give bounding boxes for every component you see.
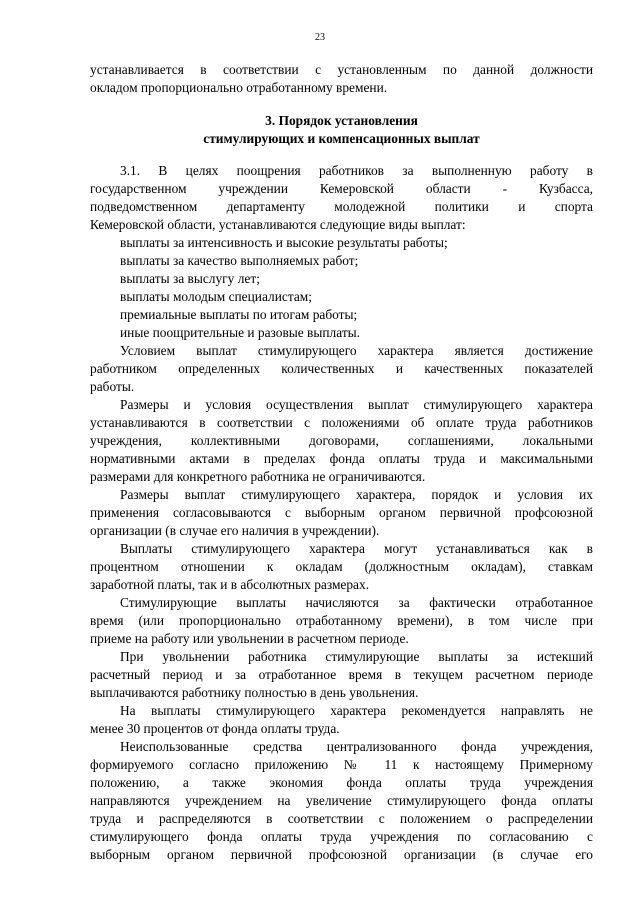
text-line: Неиспользованные средства централизованного фонда учреждения, xyxy=(120,739,593,754)
text-line: применения согласовываются с выборным органом первичной профсоюзной xyxy=(90,505,593,520)
text-line: стимулирующего фонда оплаты труда учреждения по согласованию с xyxy=(90,829,593,844)
text-line: организации (в случае его наличия в учреждении). xyxy=(90,523,380,538)
text-line: процентном отношении к окладам (должностным окладам), ставкам xyxy=(90,559,593,574)
text-line: учреждения, коллективными договорами, соглашениями, локальными xyxy=(90,433,593,448)
text-line: заработной платы, так и в абсолютных размерах. xyxy=(90,577,370,592)
text-line: время (или пропорционально отработанному времени), в том числе при xyxy=(90,613,593,628)
section-title-line: стимулирующих и компенсационных выплат xyxy=(203,131,480,146)
paragraph-3-1 xyxy=(90,162,593,234)
text-line: На выплаты стимулирующего характера рекомендуется направлять не xyxy=(120,703,593,718)
text-line: расчетный период и за отработанное время в текущем расчетном периоде xyxy=(90,667,593,682)
text-line: направляются учреждением на увеличение стимулирующего фонда оплаты xyxy=(90,793,593,808)
paragraph-conditions xyxy=(90,342,593,396)
document-body xyxy=(90,61,593,864)
text-line: окладом пропорционально отработанному времени. xyxy=(90,80,388,95)
text-line: Выплаты стимулирующего характера могут устанавливаться как в xyxy=(120,541,593,556)
paragraph-dismissal xyxy=(90,648,593,702)
text-line: положению, а также экономия фонда оплаты труда учреждения xyxy=(90,775,593,790)
paragraph-sizes xyxy=(90,396,593,486)
page-number: 23 xyxy=(315,32,325,43)
section-heading xyxy=(90,112,593,148)
intro-paragraph xyxy=(90,61,593,97)
text-line: устанавливаются в соответствии с положениями об оплате труда работников xyxy=(90,415,593,430)
list-item: выплаты за качество выполняемых работ; xyxy=(120,253,359,268)
text-line: работником определенных количественных и качественных показателей xyxy=(90,361,593,376)
section-title-line: 3. Порядок установления xyxy=(265,113,418,128)
paragraph-recommendation xyxy=(90,702,593,738)
list-item: выплаты за интенсивность и высокие результаты работы; xyxy=(120,235,448,250)
text-line: приеме на работу или увольнении в расчетном периоде. xyxy=(90,631,409,646)
list-item: выплаты за выслугу лет; xyxy=(120,271,260,286)
text-line: выплачиваются работнику полностью в день увольнения. xyxy=(90,685,419,700)
text-line: менее 30 процентов от фонда оплаты труда. xyxy=(90,721,340,736)
text-line: Условием выплат стимулирующего характера является достижение xyxy=(120,343,593,358)
text-line: нормативными актами в пределах фонда оплаты труда и максимальными xyxy=(90,451,593,466)
list-item: выплаты молодым специалистам; xyxy=(120,289,312,304)
text-line: работы. xyxy=(90,379,135,394)
text-line: При увольнении работника стимулирующие выплаты за истекший xyxy=(120,649,593,664)
text-line: выборным органом первичной профсоюзной организации (в случае его xyxy=(90,847,593,862)
text-line: подведомственном департаменту молодежной политики и спорта xyxy=(90,199,593,214)
list-item: иные поощрительные и разовые выплаты. xyxy=(120,325,361,340)
text-line: 3.1. В целях поощрения работников за выполненную работу в xyxy=(120,163,593,178)
paragraph-forms xyxy=(90,540,593,594)
text-line: устанавливается в соответствии с установленным по данной должности xyxy=(90,62,593,77)
text-line: Стимулирующие выплаты начисляются за фактически отработанное xyxy=(120,595,593,610)
text-line: Размеры и условия осуществления выплат стимулирующего характера xyxy=(120,397,593,412)
text-line: Кемеровской области, устанавливаются следующие виды выплат: xyxy=(90,217,466,232)
list-item: премиальные выплаты по итогам работы; xyxy=(120,307,358,322)
text-line: труда и распределяются в соответствии с положением о распределении xyxy=(90,811,593,826)
text-line: государственном учреждении Кемеровской области - Кузбасса, xyxy=(90,181,593,196)
payment-types-list xyxy=(90,234,593,342)
paragraph-unused-funds xyxy=(90,738,593,864)
paragraph-accrual xyxy=(90,594,593,648)
paragraph-approval xyxy=(90,486,593,540)
text-line: размерами для конкретного работника не ограничиваются. xyxy=(90,469,426,484)
text-line: формируемого согласно приложению № 11 к настоящему Примерному xyxy=(90,757,593,772)
text-line: Размеры выплат стимулирующего характера, порядок и условия их xyxy=(120,487,593,502)
